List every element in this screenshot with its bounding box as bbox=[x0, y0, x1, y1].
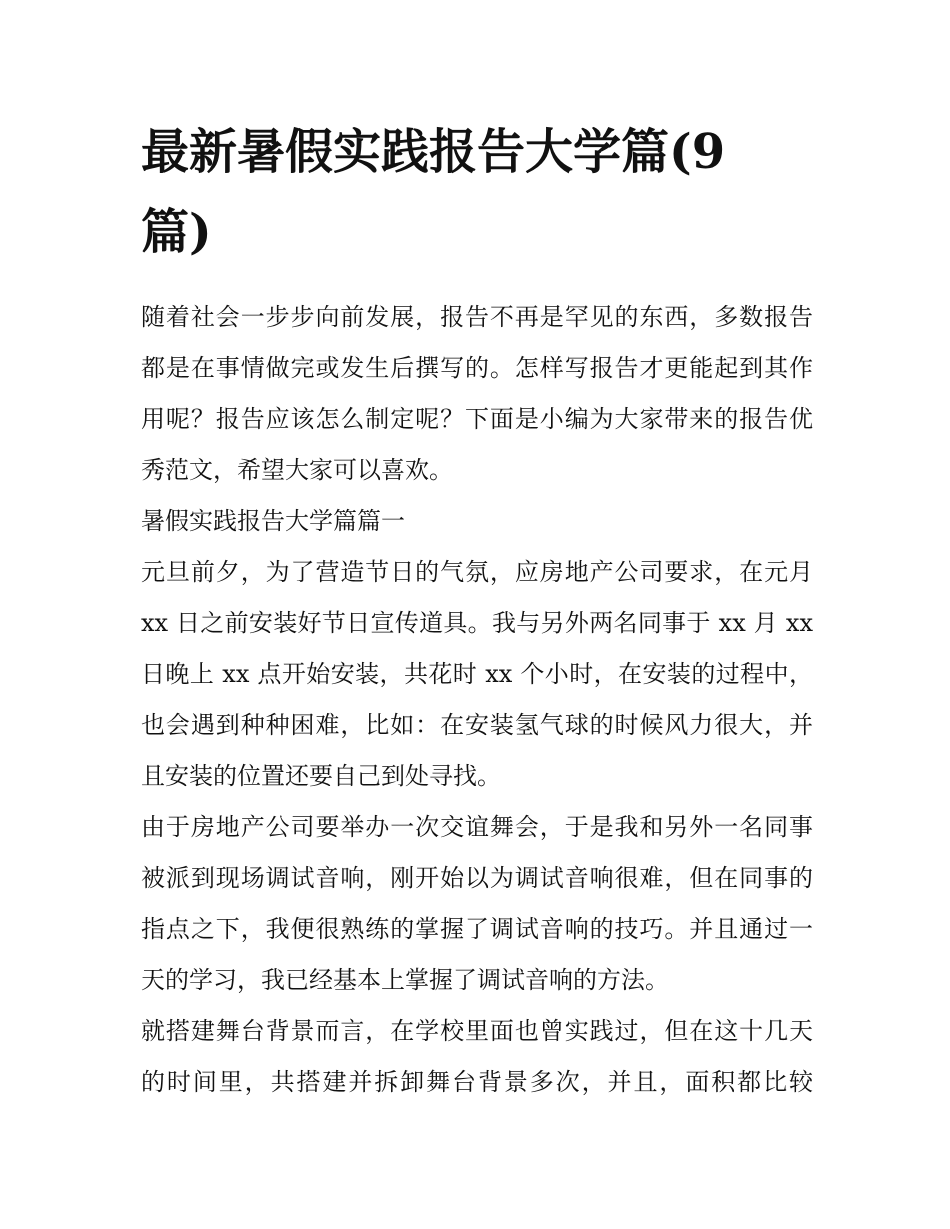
body-paragraph-3 bbox=[141, 1006, 813, 1108]
text-line: 被派到现场调试音响，刚开始以为调试音响很难，但在同事的 bbox=[141, 864, 813, 892]
text-line: 由于房地产公司要举办一次交谊舞会，于是我和另外一名同事 bbox=[141, 813, 813, 841]
text-line: 就搭建舞台背景而言，在学校里面也曾实践过，但在这十几天 bbox=[141, 1017, 813, 1045]
text-line: 元旦前夕，为了营造节日的气氛，应房地产公司要求，在元月 bbox=[141, 558, 813, 586]
intro-paragraph bbox=[141, 292, 813, 496]
body-paragraph-2 bbox=[141, 802, 813, 1006]
document-content bbox=[141, 112, 813, 1108]
document-title bbox=[141, 112, 741, 272]
section-heading: 暑假实践报告大学篇篇一 bbox=[141, 507, 405, 535]
text-line: xx 日之前安装好节日宣传道具。我与另外两名同事于 xx 月 xx bbox=[141, 609, 813, 637]
text-line: 随着社会一步步向前发展，报告不再是罕见的东西，多数报告 bbox=[141, 303, 813, 331]
text-line: 且安装的位置还要自己到处寻找。 bbox=[141, 762, 501, 790]
title-line: 篇) bbox=[141, 204, 212, 260]
text-line: 天的学习，我已经基本上掌握了调试音响的方法。 bbox=[141, 966, 669, 994]
text-line: 日晚上 xx 点开始安装，共花时 xx 个小时，在安装的过程中， bbox=[141, 660, 813, 688]
text-line: 都是在事情做完或发生后撰写的。怎样写报告才更能起到其作 bbox=[141, 354, 813, 382]
body-paragraph-1 bbox=[141, 547, 813, 802]
title-line: 最新暑假实践报告大学篇(9 bbox=[141, 124, 726, 180]
text-line: 指点之下，我便很熟练的掌握了调试音响的技巧。并且通过一 bbox=[141, 915, 813, 943]
text-line: 秀范文，希望大家可以喜欢。 bbox=[141, 456, 453, 484]
text-line: 用呢？报告应该怎么制定呢？下面是小编为大家带来的报告优 bbox=[141, 405, 813, 433]
text-line: 也会遇到种种困难，比如：在安装氢气球的时候风力很大，并 bbox=[141, 711, 813, 739]
text-line: 的时间里，共搭建并拆卸舞台背景多次，并且，面积都比较 bbox=[141, 1068, 813, 1096]
